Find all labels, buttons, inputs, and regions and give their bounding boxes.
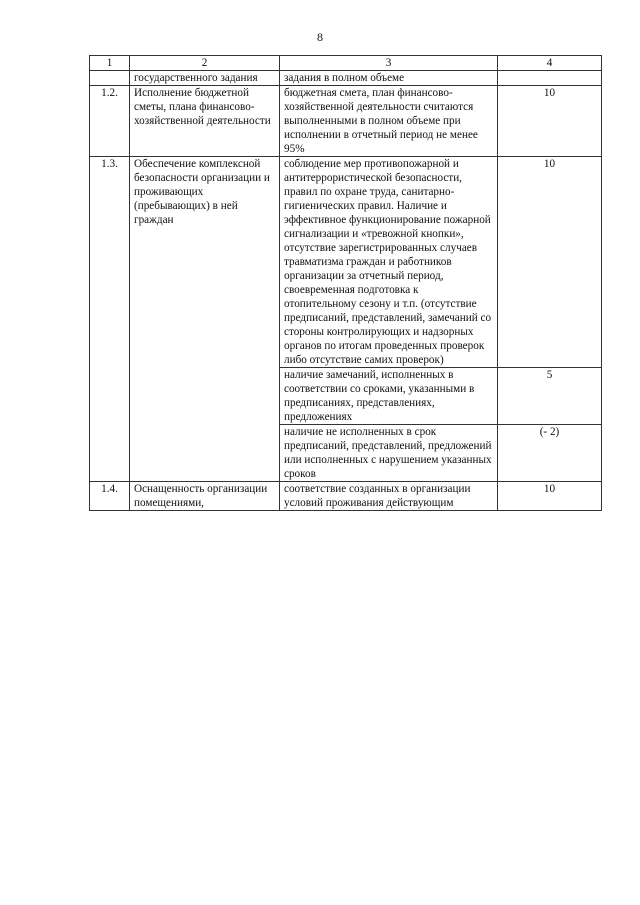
criterion-text: наличие не исполненных в срок предписаний, представлений, предложений или исполненных с нарушением указанных сроков <box>280 425 498 482</box>
column-header-1: 1 <box>90 56 130 71</box>
criterion-text: наличие замечаний, исполненных в соответствии со сроками, указанными в предписаниях, представлениях, предложениях <box>280 368 498 425</box>
column-header-2: 2 <box>130 56 280 71</box>
points-value: 10 <box>498 482 602 511</box>
table-row <box>90 482 602 511</box>
indicator-name: Исполнение бюджетной сметы, плана финансово-хозяйственной деятельности <box>130 86 280 157</box>
points-value: (- 2) <box>498 425 602 482</box>
criterion-text: бюджетная смета, план финансово-хозяйственной деятельности считаются выполненными в полном объеме при исполнении в отчетный период не менее 95% <box>280 86 498 157</box>
criteria-table <box>89 55 602 511</box>
criterion-text: задания в полном объеме <box>280 71 498 86</box>
row-number: 1.4. <box>90 482 130 511</box>
row-number: 1.2. <box>90 86 130 157</box>
header-row <box>90 56 602 71</box>
page-number: 8 <box>317 30 323 44</box>
column-header-4: 4 <box>498 56 602 71</box>
row-number <box>90 71 130 86</box>
points-value: 5 <box>498 368 602 425</box>
indicator-name: Обеспечение комплексной безопасности организации и проживающих (пребывающих) в ней граждан <box>130 157 280 482</box>
table-row <box>90 71 602 86</box>
points-value: 10 <box>498 157 602 368</box>
table-row <box>90 86 602 157</box>
criterion-text: соответствие созданных в организации условий проживания действующим <box>280 482 498 511</box>
indicator-name: Оснащенность организации помещениями, <box>130 482 280 511</box>
row-number: 1.3. <box>90 157 130 482</box>
indicator-name: государственного задания <box>130 71 280 86</box>
points-value: 10 <box>498 86 602 157</box>
table-row <box>90 157 602 368</box>
criterion-text: соблюдение мер противопожарной и антитеррористической безопасности, правил по охране труда, санитарно-гигиенических правил. Наличие и эффективное функционирование пожарной сигнализации и «тревожной кнопки», отсутствие зарегистрированных случаев травматизма граждан и работников организации за отчетный период, своевременная подготовка к отопительному сезону и т.п. (отсутствие предписаний, представлений, замечаний со стороны контролирующих и надзорных органов по итогам проведенных проверок либо отсутствие самих проверок) <box>280 157 498 368</box>
column-header-3: 3 <box>280 56 498 71</box>
points-value <box>498 71 602 86</box>
